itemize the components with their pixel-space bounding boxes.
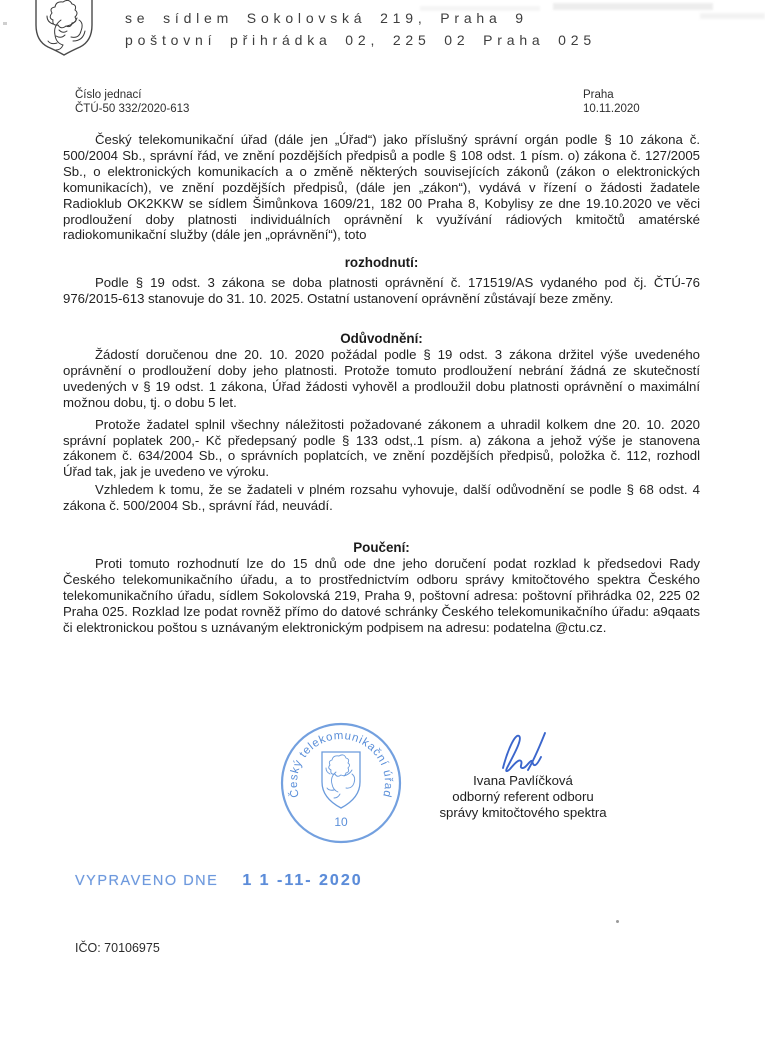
company-id: IČO: 70106975 (75, 941, 160, 955)
advice-heading: Poučení: (353, 540, 410, 556)
reference-row (75, 88, 765, 116)
letterhead-address (125, 0, 765, 51)
dispatch-stamp-date: 1 1 -11- 2020 (242, 872, 363, 889)
stamp-ring-text: Český telekomunikační úřad (287, 729, 395, 799)
stamp-lion-shield-icon (322, 752, 360, 808)
decision-heading: rozhodnutí: (344, 255, 419, 271)
letterhead-address-line2: poštovní přihrádka 02, 225 02 Praha 025 (125, 32, 596, 48)
svg-text:Český telekomunikační úřad (287, 730, 394, 799)
intro-paragraph: Český telekomunikační úřad (dále jen „Úřad“) jako příslušný správní orgán podle § 10 zákona č. 500/2004 Sb., správní řád, ve znění pozdějších předpisů a podle § 108 odst. 1 písm. o) zákona č. 127/2005 Sb., o elektronických komunikacích a o změně některých souvisejících zákonů (zákon o elektronických komunikacích), ve znění pozdějších předpisů, (dále jen „zákon“), vydává v řízení o žádosti žadatele Radioklub OK2KKW se sídlem Šimůnkova 1609/21, 182 00 Praha 8, Kobylisy ze dne 19.10.2020 ve věci prodloužení doby platnosti individuálních oprávnění k využívání rádiových kmitočtů amatérské radiokomunikační služby (dále jen „oprávnění“), toto (63, 132, 700, 243)
letterhead-address-line1: se sídlem Sokolovská 219, Praha 9 (125, 10, 528, 26)
signatory-title-line1: odborný referent odboru (452, 789, 594, 804)
dispatch-stamp (75, 872, 363, 890)
decision-paragraph: Podle § 19 odst. 3 zákona se doba platnosti oprávnění č. 171519/AS vydaného pod čj. ČTÚ-76 976/2015-613 stanovuje do 31. 10. 2025. Ostatní ustanovení oprávnění zůstávají beze změny. (63, 275, 700, 307)
date: 10.11.2020 (583, 103, 640, 115)
reference-number-block (75, 88, 189, 116)
official-round-stamp (278, 720, 404, 851)
justification-paragraph-3: Vzhledem k tomu, že se žadateli v plném rozsahu vyhovuje, další odůvodnění se podle § 68 odst. 4 zákona č. 500/2004 Sb., správní řád, neuvádí. (63, 482, 700, 514)
place: Praha (583, 89, 614, 101)
justification-heading: Odůvodnění: (340, 331, 423, 347)
reference-number: ČTÚ-50 332/2020-613 (75, 103, 190, 115)
letterhead (0, 0, 765, 58)
signatory-title-line2: správy kmitočtového spektra (439, 805, 607, 820)
advice-paragraph: Proti tomuto rozhodnutí lze do 15 dnů ode dne jeho doručení podat rozklad k předsedovi Rady Českého telekomunikačního úřadu, a to prostřednictvím odboru správy kmitočtového spektra Českého telekomunikačního úřadu, sídlem Sokolovská 219, Praha 9, poštovní adresa: poštovní přihrádka 02, 225 02 Praha 025. Rozklad lze podat rovněž přímo do datové schránky Českého telekomunikačního úřadu: a9qaats či elektronickou poštou s uznávaným elektronickým podpisem na adresu: podatelna @ctu.cz. (63, 555, 700, 635)
justification-paragraph-2: Protože žadatel splnil všechny náležitosti požadované zákonem a uhradil kolkem dne 20. 10. 2020 správní poplatek 200,- Kč předepsaný podle § 133 odst,.1 písm. a) zákona a jehož výše je stanovena zákonem č. 634/2004 Sb., o správních poplatcích, ve znění pozdějších předpisů, položka č. 112, rozhodl Úřad tak, jak je uvedeno ve výroku. (63, 416, 700, 480)
place-date-block (583, 88, 765, 116)
document-body (63, 132, 700, 635)
justification-paragraph-1: Žádostí doručenou dne 20. 10. 2020 požádal podle § 19 odst. 3 zákona držitel výše uvedeného oprávnění o prodloužení doby jeho platnosti. Protože tomuto prodloužení nebrání žádná ze skutečností uvedených v § 19 odst. 1 zákona, Úřad žádosti vyhověl a prodloužil dobu platnosti oprávnění o maximální možnou dobu, tj. o dobu 5 let. (63, 346, 700, 410)
stamp-number: 10 (334, 815, 348, 829)
dispatch-stamp-label: VYPRAVENO DNE (75, 873, 219, 889)
czech-lion-shield-icon (33, 0, 95, 61)
handwritten-signature-icon (493, 728, 553, 772)
reference-label: Číslo jednací (75, 89, 142, 101)
signatory-name: Ivana Pavlíčková (473, 773, 573, 788)
scan-artifact (616, 920, 619, 923)
signature-block (398, 728, 648, 821)
